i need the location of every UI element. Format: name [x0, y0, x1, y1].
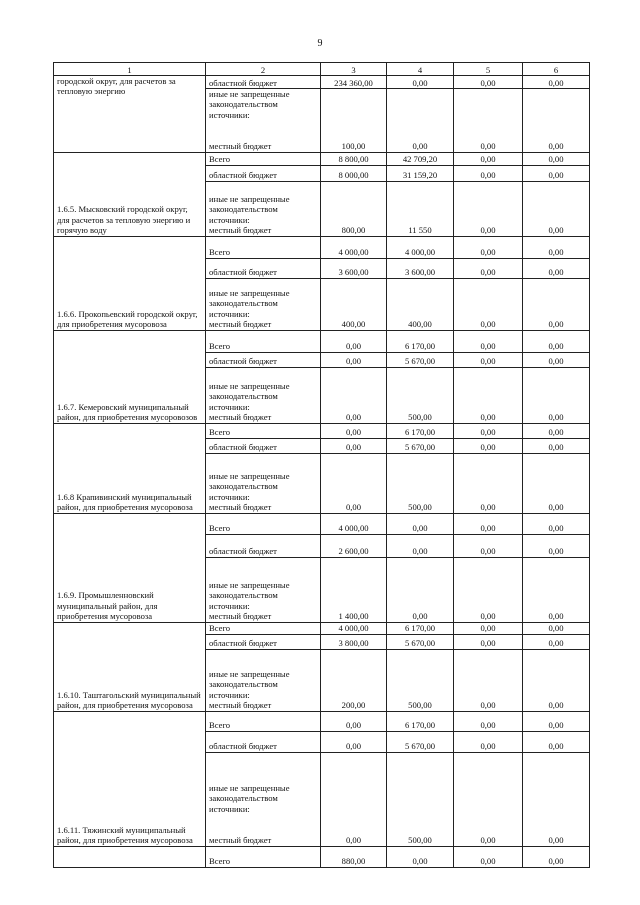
amount-cell-c6: 0,00 [523, 513, 590, 534]
amount-cell-c3: 100,00 [321, 89, 387, 153]
amount-cell-c3: 3 800,00 [321, 634, 387, 649]
amount-cell-c5: 0,00 [454, 438, 523, 453]
amount-cell-c5: 0,00 [454, 352, 523, 367]
amount-cell-c3: 3 600,00 [321, 258, 387, 278]
amount-cell-c6: 0,00 [523, 731, 590, 752]
table-row [54, 513, 590, 534]
recipient-label: 1.6.10. Таштагольский муниципальный район, для приобретения мусоровоза [54, 622, 206, 711]
amount-cell-c3: 0,00 [321, 330, 387, 352]
funding-source: областной бюджет [206, 534, 321, 557]
amount-cell-c3: 0,00 [321, 752, 387, 846]
amount-cell-c5: 0,00 [454, 731, 523, 752]
recipient-label: 1.6.7. Кемеровский муниципальный район, для приобретения мусоровозов [54, 330, 206, 423]
funding-source: Всего [206, 622, 321, 634]
amount-cell-c6: 0,00 [523, 557, 590, 622]
amount-cell-c6: 0,00 [523, 423, 590, 438]
amount-cell-c6: 0,00 [523, 76, 590, 89]
amount-cell-c5: 0,00 [454, 165, 523, 181]
amount-cell-c3: 0,00 [321, 438, 387, 453]
funding-source: иные не запрещенные законодательством источники: местный бюджет [206, 89, 321, 153]
amount-cell-c6: 0,00 [523, 89, 590, 153]
funding-source: областной бюджет [206, 258, 321, 278]
recipient-label: 1.6.11. Тяжинский муниципальный район, для приобретения мусоровоза [54, 711, 206, 846]
amount-cell-c5: 0,00 [454, 152, 523, 165]
amount-cell-c4: 5 670,00 [387, 352, 454, 367]
amount-cell-c5: 0,00 [454, 453, 523, 513]
amount-cell-c6: 0,00 [523, 278, 590, 330]
amount-cell-c4: 6 170,00 [387, 711, 454, 731]
amount-cell-c3: 234 360,00 [321, 76, 387, 89]
amount-cell-c4: 6 170,00 [387, 423, 454, 438]
amount-cell-c4: 6 170,00 [387, 622, 454, 634]
amount-cell-c4: 5 670,00 [387, 634, 454, 649]
funding-source: иные не запрещенные законодательством источники: местный бюджет [206, 367, 321, 423]
amount-cell-c6: 0,00 [523, 634, 590, 649]
budget-table [53, 62, 590, 868]
table-row [54, 423, 590, 438]
funding-source: Всего [206, 423, 321, 438]
amount-cell-c4: 5 670,00 [387, 438, 454, 453]
funding-source: областной бюджет [206, 76, 321, 89]
amount-cell-c3: 0,00 [321, 423, 387, 438]
funding-source: областной бюджет [206, 634, 321, 649]
amount-cell-c3: 8 800,00 [321, 152, 387, 165]
amount-cell-c6: 0,00 [523, 181, 590, 236]
table-row [54, 711, 590, 731]
amount-cell-c3: 400,00 [321, 278, 387, 330]
amount-cell-c6: 0,00 [523, 846, 590, 867]
amount-cell-c5: 0,00 [454, 513, 523, 534]
table-row [54, 330, 590, 352]
table-row [54, 846, 590, 867]
funding-source: областной бюджет [206, 165, 321, 181]
amount-cell-c3: 4 000,00 [321, 236, 387, 258]
amount-cell-c5: 0,00 [454, 76, 523, 89]
funding-source: Всего [206, 236, 321, 258]
table-row [54, 76, 590, 89]
funding-source: Всего [206, 152, 321, 165]
column-header-3: 3 [321, 63, 387, 76]
funding-source: иные не запрещенные законодательством источники: местный бюджет [206, 557, 321, 622]
amount-cell-c4: 0,00 [387, 846, 454, 867]
amount-cell-c6: 0,00 [523, 622, 590, 634]
funding-source: Всего [206, 330, 321, 352]
amount-cell-c4: 5 670,00 [387, 731, 454, 752]
table-row [54, 236, 590, 258]
amount-cell-c3: 0,00 [321, 731, 387, 752]
table-row [54, 622, 590, 634]
column-header-6: 6 [523, 63, 590, 76]
amount-cell-c5: 0,00 [454, 330, 523, 352]
amount-cell-c5: 0,00 [454, 278, 523, 330]
amount-cell-c6: 0,00 [523, 330, 590, 352]
amount-cell-c3: 0,00 [321, 352, 387, 367]
column-header-5: 5 [454, 63, 523, 76]
amount-cell-c6: 0,00 [523, 534, 590, 557]
page-number: 9 [317, 38, 323, 49]
amount-cell-c5: 0,00 [454, 649, 523, 711]
amount-cell-c4: 0,00 [387, 76, 454, 89]
amount-cell-c6: 0,00 [523, 258, 590, 278]
funding-source: Всего [206, 513, 321, 534]
amount-cell-c4: 4 000,00 [387, 236, 454, 258]
amount-cell-c4: 0,00 [387, 89, 454, 153]
recipient-label: 1.6.6. Прокопьевский городской округ, для приобретения мусоровоза [54, 236, 206, 330]
amount-cell-c4: 500,00 [387, 453, 454, 513]
amount-cell-c3: 0,00 [321, 711, 387, 731]
amount-cell-c3: 200,00 [321, 649, 387, 711]
recipient-label: городской округ, для расчетов за тепловую энергию [54, 76, 206, 153]
amount-cell-c4: 500,00 [387, 752, 454, 846]
recipient-label: 1.6.9. Промышленновский муниципальный район, для приобретения мусоровоза [54, 513, 206, 622]
amount-cell-c3: 1 400,00 [321, 557, 387, 622]
amount-cell-c5: 0,00 [454, 634, 523, 649]
amount-cell-c3: 2 600,00 [321, 534, 387, 557]
funding-source: Всего [206, 846, 321, 867]
amount-cell-c5: 0,00 [454, 711, 523, 731]
amount-cell-c4: 6 170,00 [387, 330, 454, 352]
column-header-4: 4 [387, 63, 454, 76]
recipient-label [54, 846, 206, 867]
amount-cell-c4: 400,00 [387, 278, 454, 330]
amount-cell-c5: 0,00 [454, 557, 523, 622]
amount-cell-c3: 880,00 [321, 846, 387, 867]
amount-cell-c4: 0,00 [387, 513, 454, 534]
amount-cell-c5: 0,00 [454, 752, 523, 846]
amount-cell-c6: 0,00 [523, 649, 590, 711]
recipient-label: 1.6.8 Крапивинский муниципальный район, для приобретения мусоровоза [54, 423, 206, 513]
amount-cell-c4: 500,00 [387, 367, 454, 423]
funding-source: иные не запрещенные законодательством источники: местный бюджет [206, 649, 321, 711]
amount-cell-c6: 0,00 [523, 165, 590, 181]
funding-source: иные не запрещенные законодательством источники: местный бюджет [206, 752, 321, 846]
amount-cell-c4: 42 709,20 [387, 152, 454, 165]
amount-cell-c6: 0,00 [523, 453, 590, 513]
amount-cell-c5: 0,00 [454, 534, 523, 557]
funding-source: иные не запрещенные законодательством источники: местный бюджет [206, 181, 321, 236]
amount-cell-c3: 800,00 [321, 181, 387, 236]
amount-cell-c6: 0,00 [523, 236, 590, 258]
amount-cell-c4: 3 600,00 [387, 258, 454, 278]
column-header-1: 1 [54, 63, 206, 76]
funding-source: областной бюджет [206, 352, 321, 367]
amount-cell-c4: 500,00 [387, 649, 454, 711]
amount-cell-c6: 0,00 [523, 367, 590, 423]
amount-cell-c5: 0,00 [454, 236, 523, 258]
amount-cell-c5: 0,00 [454, 181, 523, 236]
amount-cell-c5: 0,00 [454, 423, 523, 438]
amount-cell-c4: 31 159,20 [387, 165, 454, 181]
amount-cell-c4: 11 550 [387, 181, 454, 236]
funding-source: иные не запрещенные законодательством источники: местный бюджет [206, 453, 321, 513]
amount-cell-c3: 0,00 [321, 367, 387, 423]
amount-cell-c6: 0,00 [523, 752, 590, 846]
amount-cell-c3: 4 000,00 [321, 622, 387, 634]
amount-cell-c5: 0,00 [454, 846, 523, 867]
amount-cell-c4: 0,00 [387, 534, 454, 557]
amount-cell-c5: 0,00 [454, 89, 523, 153]
funding-source: областной бюджет [206, 438, 321, 453]
amount-cell-c6: 0,00 [523, 711, 590, 731]
amount-cell-c5: 0,00 [454, 622, 523, 634]
funding-source: Всего [206, 711, 321, 731]
amount-cell-c5: 0,00 [454, 258, 523, 278]
amount-cell-c5: 0,00 [454, 367, 523, 423]
amount-cell-c6: 0,00 [523, 352, 590, 367]
amount-cell-c6: 0,00 [523, 152, 590, 165]
recipient-label: 1.6.5. Мысковский городской округ, для расчетов за тепловую энергию и горячую воду [54, 152, 206, 236]
amount-cell-c6: 0,00 [523, 438, 590, 453]
amount-cell-c3: 0,00 [321, 453, 387, 513]
amount-cell-c3: 4 000,00 [321, 513, 387, 534]
table-row [54, 152, 590, 165]
amount-cell-c4: 0,00 [387, 557, 454, 622]
column-header-2: 2 [206, 63, 321, 76]
funding-source: областной бюджет [206, 731, 321, 752]
amount-cell-c3: 8 000,00 [321, 165, 387, 181]
funding-source: иные не запрещенные законодательством источники: местный бюджет [206, 278, 321, 330]
